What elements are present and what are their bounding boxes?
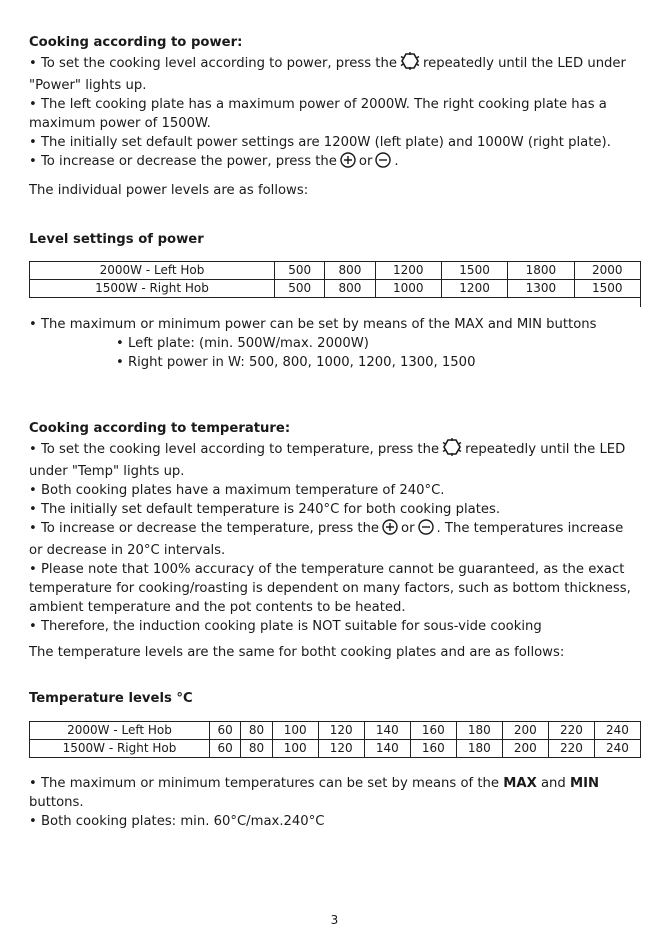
temperature-note-both: • Both cooking plates: min. 60°C/max.240°C [29,814,325,829]
table-row [30,262,641,280]
power-bullet-4: • To increase or decrease the power, press the or . [29,152,626,174]
table-cell: 1300 [508,280,574,298]
table-cell: 500 [275,280,325,298]
table-cell: 1000 [375,280,441,298]
power-bullet-1-line-2: "Power" lights up. [29,78,147,93]
power-heading: Cooking according to power: [29,35,243,50]
temperature-bullet-4: • To increase or decrease the temperature, press the or . The temperatures increase [29,519,631,541]
temperature-section [29,419,631,636]
table-cell: 800 [325,262,375,280]
table-cell: 220 [548,740,594,758]
power-notes [29,315,597,372]
table-cell-label: 2000W - Left Hob [30,722,210,740]
table-cell-label: 2000W - Left Hob [30,262,275,280]
table-cell: 100 [272,722,318,740]
minus-icon [375,152,391,174]
power-bullet-1: • To set the cooking level according to power, press the repeatedly until the LED under [29,52,626,76]
table-cell: 1800 [508,262,574,280]
temperature-bullet-5: • Please note that 100% accuracy of the temperature cannot be guaranteed, as the exact [29,562,625,577]
power-table-title: Level settings of power [29,232,204,247]
table-cell: 1200 [375,262,441,280]
table-cell: 180 [456,740,502,758]
temperature-bullet-1-line-2: under "Temp" lights up. [29,464,185,479]
table-cell: 80 [241,740,272,758]
table-cell: 1200 [441,280,507,298]
temperature-note: • The maximum or minimum temperatures can be set by means of the MAX and MIN [29,776,600,791]
temperature-bullet-6: • Therefore, the induction cooking plate is NOT suitable for sous-vide cooking [29,619,542,634]
table-cell: 60 [210,722,241,740]
table-cell: 140 [364,740,410,758]
table-cell: 180 [456,722,502,740]
temperature-levels-intro: The temperature levels are the same for botht cooking plates and are as follows: [29,645,565,660]
temperature-note-line-2: buttons. [29,795,84,810]
table-cell: 240 [594,740,640,758]
temperature-heading: Cooking according to temperature: [29,421,291,436]
table-edge-line [640,287,641,307]
power-section [29,33,626,174]
table-row [30,740,641,758]
temperature-notes [29,774,599,831]
function-icon [400,52,420,76]
table-cell: 80 [241,722,272,740]
table-cell: 1500 [574,280,640,298]
plus-icon [340,152,356,174]
power-level-table [29,261,641,298]
page-number: 3 [330,913,339,927]
temperature-table-title: Temperature levels °C [29,691,193,706]
minus-icon [418,519,434,541]
temperature-level-table [29,721,641,758]
table-cell-label: 1500W - Right Hob [30,740,210,758]
power-note-left: • Left plate: (min. 500W/max. 2000W) [116,336,369,351]
temperature-bullet-2: • Both cooking plates have a maximum temperature of 240°C. [29,483,445,498]
temperature-bullet-5-line-2: temperature for cooking/roasting is dependent on many factors, such as bottom thickness, [29,581,631,596]
table-row [30,722,641,740]
function-icon [442,438,462,462]
temperature-bullet-5-line-3: ambient temperature and the pot contents to be heated. [29,600,406,615]
temperature-bullet-1: • To set the cooking level according to temperature, press the repeatedly until the LED [29,438,631,462]
table-cell: 2000 [574,262,640,280]
table-cell: 500 [275,262,325,280]
power-bullet-2-line-2: maximum power of 1500W. [29,116,211,131]
table-cell: 120 [318,722,364,740]
power-bullet-3: • The initially set default power settings are 1200W (left plate) and 1000W (right plate). [29,135,611,150]
table-row [30,280,641,298]
table-cell: 120 [318,740,364,758]
temperature-bullet-3: • The initially set default temperature is 240°C for both cooking plates. [29,502,501,517]
power-note: • The maximum or minimum power can be set by means of the MAX and MIN buttons [29,317,597,332]
temperature-bullet-4-line-2: or decrease in 20°C intervals. [29,543,226,558]
table-cell: 240 [594,722,640,740]
power-bullet-2: • The left cooking plate has a maximum power of 2000W. The right cooking plate has a [29,97,607,112]
table-cell: 200 [502,740,548,758]
table-cell: 60 [210,740,241,758]
table-cell: 220 [548,722,594,740]
table-cell: 160 [410,740,456,758]
power-note-right: • Right power in W: 500, 800, 1000, 1200, 1300, 1500 [116,355,476,370]
table-cell: 100 [272,740,318,758]
plus-icon [382,519,398,541]
table-cell-label: 1500W - Right Hob [30,280,275,298]
power-levels-intro: The individual power levels are as follows: [29,183,309,198]
table-cell: 140 [364,722,410,740]
table-cell: 800 [325,280,375,298]
table-cell: 1500 [441,262,507,280]
table-cell: 200 [502,722,548,740]
table-cell: 160 [410,722,456,740]
